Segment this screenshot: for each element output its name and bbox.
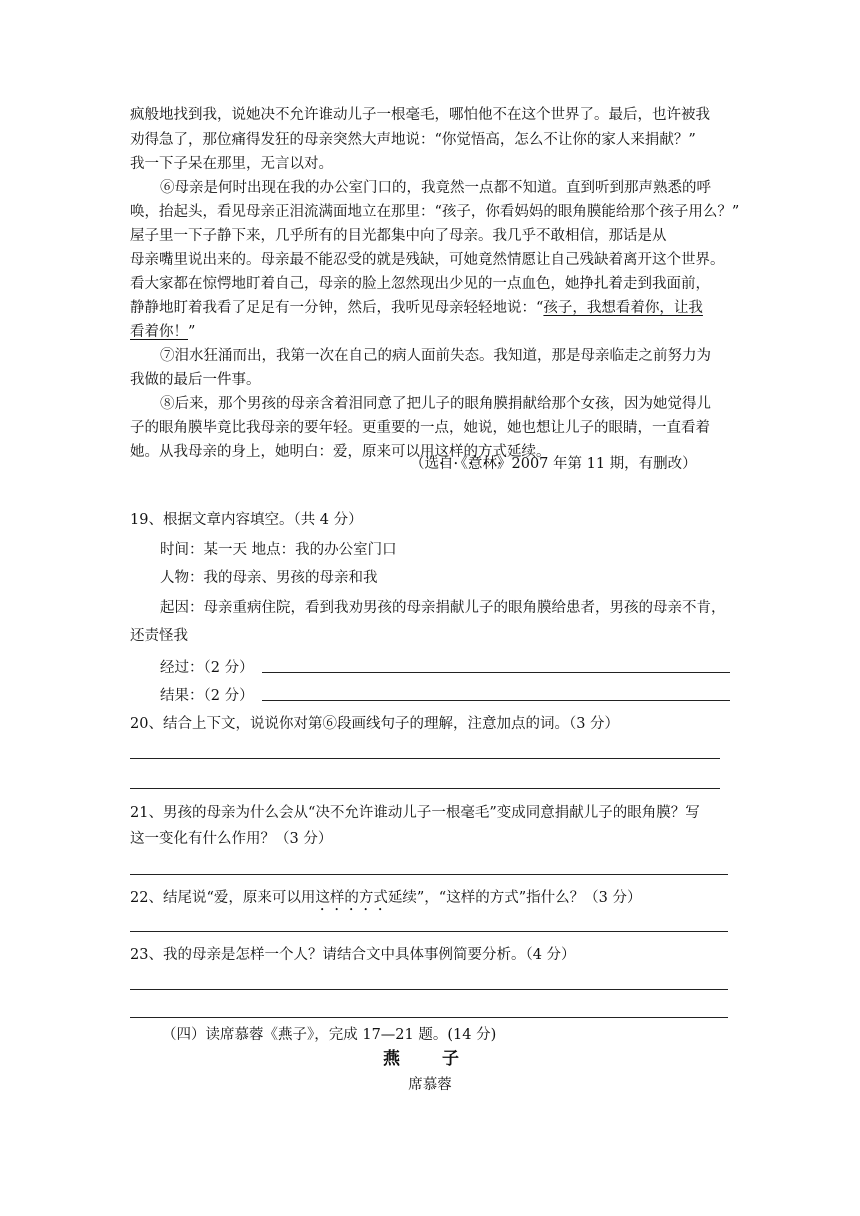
passage-text: 静静地盯着我看了足足有一分钟，然后，我听见母亲轻轻地说：“	[130, 300, 544, 316]
paragraph-7-line: ⑦泪水狂涌而出，我第一次在自己的病人面前失态。我知道，那是母亲临走之前努力为	[160, 348, 711, 364]
answer-line-result[interactable]	[262, 700, 730, 701]
answer-line-q22[interactable]	[130, 931, 728, 932]
q19-process-label: 经过：（2 分）	[160, 660, 254, 676]
answer-line-q21[interactable]	[130, 874, 728, 875]
passage-line: 我一下子呆在那里，无言以对。	[130, 156, 333, 172]
answer-line-q20-2[interactable]	[130, 788, 720, 789]
dotted-words: 这样的方式	[315, 890, 388, 906]
q19-cause-cont: 还责怪我	[130, 628, 188, 644]
question-23: 23、我的母亲是怎样一个人？请结合文中具体事例简要分析。（4 分）	[130, 947, 576, 963]
passage-line: 看着你！”	[130, 324, 196, 340]
source-citation: （选自《意林》2007 年第 11 期，有删改）	[410, 456, 697, 472]
underlined-sentence: 孩子，我想看着你，让我	[543, 300, 703, 316]
dotted-words: 这样的方式	[434, 444, 507, 460]
question-21: 21、男孩的母亲为什么会从“决不允许谁动儿子一根毫毛”变成同意捐献儿子的眼角膜？写	[130, 805, 700, 821]
paragraph-6-line: ⑥母亲是何时出现在我的办公室门口的，我竟然一点都不知道。直到听到那声熟悉的呼	[160, 180, 711, 196]
question-19-title: 19、根据文章内容填空。（共 4 分）	[130, 512, 363, 528]
passage-line: 我做的最后一件事。	[130, 372, 261, 388]
passage-line: 劝得急了，那位痛得发狂的母亲突然大声地说：“你觉悟高，怎么不让你的家人来捐献？”	[130, 132, 696, 148]
question-20: 20、结合上下文，说说你对第⑥段画线句子的理解，注意加点的词。（3 分）	[130, 716, 620, 732]
underlined-sentence-end: 看着你！	[130, 324, 188, 340]
paragraph-8-line: ⑧后来，那个男孩的母亲含着泪同意了把儿子的眼角膜捐献给那个女孩，因为她觉得儿	[160, 396, 711, 412]
passage-line: 屋子里一下子静下来，几乎所有的目光都集中向了母亲。我几乎不敢相信，那话是从	[130, 228, 667, 244]
q19-people: 人物：我的母亲、男孩的母亲和我	[160, 570, 378, 586]
poem-author: 席慕蓉	[408, 1077, 452, 1093]
passage-line: 子的眼角膜毕竟比我母亲的要年轻。更重要的一点，她说，她也想让儿子的眼睛，一直看着	[130, 420, 710, 436]
question-21-cont: 这一变化有什么作用？（3 分）	[130, 831, 333, 847]
answer-line-process[interactable]	[262, 672, 730, 673]
q19-result-label: 结果：（2 分）	[160, 688, 254, 704]
passage-line: 唤，抬起头，看见母亲正泪流满面地立在那里：“孩子，你看妈妈的眼角膜能给那个孩子用么？”	[130, 204, 740, 220]
q19-cause: 起因：母亲重病住院，看到我劝男孩的母亲捐献儿子的眼角膜给患者，男孩的母亲不肯，	[160, 600, 726, 616]
section-4-heading: （四）读席慕蓉《燕子》，完成 17—21 题。(14 分)	[162, 1027, 497, 1043]
question-22: 22、结尾说“爱，原来可以用这样的方式延续”，“这样的方式”指什么？（3 分）	[130, 890, 642, 906]
poem-title: 燕 子	[383, 1049, 477, 1069]
passage-line: 疯般地找到我，说她决不允许谁动儿子一根毫毛，哪怕他不在这个世界了。最后，也许被我	[130, 107, 710, 123]
answer-line-q23-2[interactable]	[130, 1017, 728, 1018]
passage-line	[130, 296, 730, 320]
passage-line: 她。从我母亲的身上，她明白：爱，原来可以用这样的方式延续。	[130, 444, 551, 460]
answer-line-q20-1[interactable]	[130, 758, 720, 759]
answer-line-q23-1[interactable]	[130, 989, 728, 990]
q19-time-place: 时间：某一天 地点：我的办公室门口	[160, 542, 397, 558]
passage-line: 看大家都在惊愕地盯着自己，母亲的脸上忽然现出少见的一点血色，她挣扎着走到我面前，	[130, 276, 710, 292]
passage-line: 母亲嘴里说出来的。母亲最不能忍受的就是残缺，可她竟然情愿让自己残缺着离开这个世界。	[130, 252, 725, 268]
